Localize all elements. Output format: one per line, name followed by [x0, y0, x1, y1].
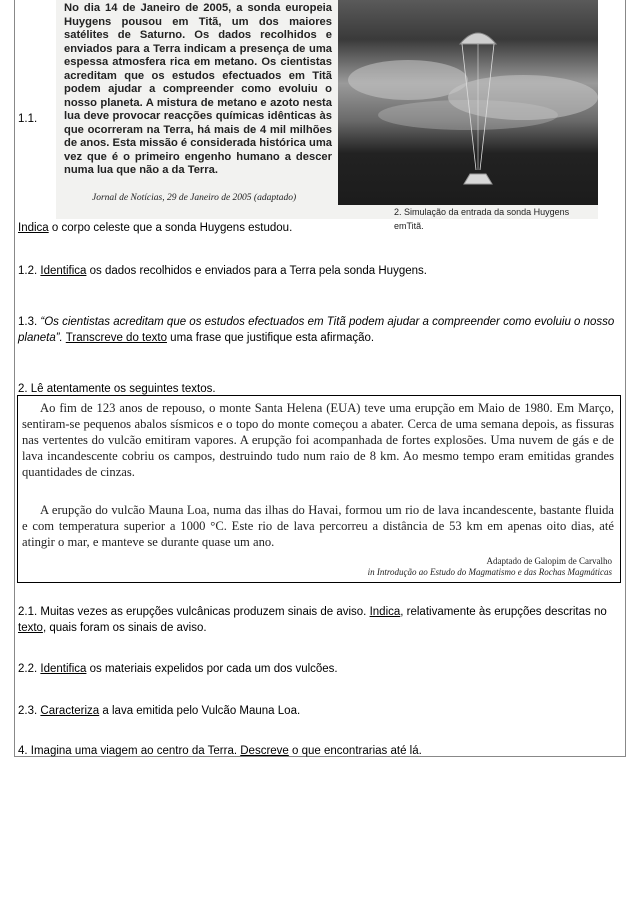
question-2-2-number: 2.2.: [18, 663, 41, 675]
question-2-3-verb: Caracteriza: [40, 705, 100, 717]
figure-caption: 2. Simulação da entrada da sonda Huygens emTitã.: [338, 205, 598, 219]
question-4-text: o que encontrarias até lá.: [288, 745, 422, 757]
volcano-texts-box: [17, 395, 621, 583]
question-1-3-number: 1.3.: [18, 316, 41, 328]
question-2-2-text: os materiais expelidos por cada um dos vulcões.: [86, 663, 338, 675]
text-santa-helena: Ao fim de 123 anos de repouso, o monte Santa Helena (EUA) teve uma erupção em Maio de 1980. Em Março, sentiram-se pequenos abalos sísmicos e o topo do monte começou a abater. Cerca de uma semana depois, as fissuras nas vertentes do vulcão emitiram vapores. A erupção foi acompanhada de fortes explosões. Uma nuvem de gás e de lava incandescente cobriu os campos, destruindo tudo num raio de 8 km. Ao mesmo tempo eram emitidas grandes quantidades de cinzas.: [22, 401, 614, 479]
question-4-verb: Descreve: [240, 745, 289, 757]
question-1-1-number: 1.1.: [18, 113, 38, 125]
question-2-1-number: 2.1. Muitas vezes as erupções vulcânicas produzem sinais de aviso.: [18, 606, 370, 618]
question-4: [18, 743, 624, 759]
question-2-1-verb: Indica: [369, 606, 401, 618]
question-1-3-verb: Transcreve do texto: [65, 332, 167, 344]
article-text: No dia 14 de Janeiro de 2005, a sonda europeia Huygens pousou em Titã, um dos maiores satélites de Saturno. Os dados recolhidos e enviados para a Terra indicam a presença de uma espessa atmosfera rica em metano. Os cientistas acreditam que os estudos efectuados em Titã podem ajudar a compreender como evoluiu o nosso planeta. A mistura de metano e azoto nesta lua deve provocar reacções químicas idênticas às que ocorreram na Terra, há mais de 4 mil milhões de anos. Esta missão é considerada histórica uma vez que é o primeiro engenho humano a descer numa lua que não a da Terra.: [64, 2, 332, 176]
question-2-1-verb2: texto: [18, 622, 43, 634]
question-1-3: [18, 314, 624, 346]
question-1-2: [18, 263, 624, 279]
question-2-2: [18, 661, 624, 677]
question-1-3-quote: “Os cientistas acreditam que os estudos efectuados em Titã podem ajudar a compreender como evoluiu o nosso planeta”.: [18, 316, 615, 344]
question-1-2-text: os dados recolhidos e enviados para a Terra pela sonda Huygens.: [86, 265, 427, 277]
question-2-3-number: 2.3.: [18, 705, 41, 717]
question-1-1-verb: Indica: [18, 222, 49, 234]
question-1-2-number: 1.2.: [18, 265, 41, 277]
parachute-probe-icon: [338, 0, 598, 205]
question-2-1-mid: , relativamente às erupções descritas no: [400, 606, 607, 618]
credit-author: Adaptado de Galopim de Carvalho: [486, 556, 612, 566]
question-1-2-verb: Identifica: [40, 265, 87, 277]
question-2-1: [18, 604, 624, 636]
text-mauna-loa: A erupção do vulcão Mauna Loa, numa das ilhas do Havai, formou um rio de lava incandescente, bastante fluida e com temperatura superior a 1000 °C. Este rio de lava percorreu a distância de 53 km em apenas oito dias, até atingir o mar, e manteve se durante quase um ano.: [22, 503, 614, 549]
question-1-3-text: uma frase que justifique esta afirmação.: [166, 332, 375, 344]
question-2: 2. Lê atentamente os seguintes textos.: [18, 383, 216, 395]
question-2-3-text: a lava emitida pelo Vulcão Mauna Loa.: [99, 705, 301, 717]
question-1-1-text: o corpo celeste que a sonda Huygens estudou.: [48, 222, 293, 234]
credit-book: in Introdução ao Estudo do Magmatismo e das Rochas Magmáticas: [367, 567, 612, 577]
article-clipping: [56, 0, 338, 219]
question-4-number: 4. Imagina uma viagem ao centro da Terra.: [18, 745, 241, 757]
question-1-1: [18, 220, 624, 236]
question-2-3: [18, 703, 624, 719]
article-source: Jornal de Notícias, 29 de Janeiro de 2005 (adaptado): [92, 193, 297, 203]
huygens-probe-photo: [338, 0, 598, 219]
question-2-1-text: , quais foram os sinais de aviso.: [42, 622, 207, 634]
question-2-2-verb: Identifica: [40, 663, 87, 675]
